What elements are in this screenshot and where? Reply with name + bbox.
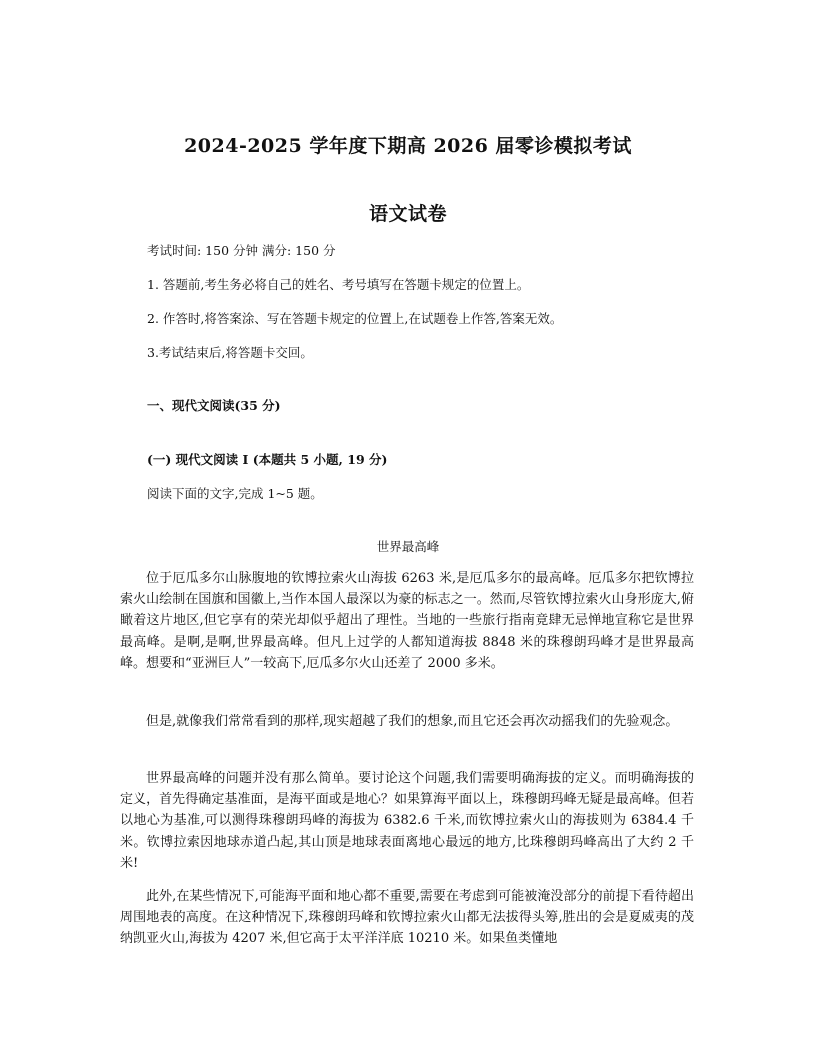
exam-subject-title: 语文试卷 — [368, 203, 447, 225]
reading-prompt: 阅读下面的文字,完成 1~5 题。 — [147, 486, 323, 501]
section-heading: 一、现代文阅读(35 分) — [147, 398, 281, 413]
article-paragraph-2: 但是,就像我们常常看到的那样,现实超越了我们的想象,而且它还会再次动摇我们的先验观念。 — [146, 714, 679, 729]
exam-info: 考试时间: 150 分钟 满分: 150 分 — [147, 243, 336, 258]
instruction-item-1: 1. 答题前,考生务必将自己的姓名、考号填写在答题卡规定的位置上。 — [147, 277, 530, 292]
instruction-item-3: 3.考试结束后,将答题卡交回。 — [147, 345, 313, 360]
article-paragraph-1: 位于厄瓜多尔山脉腹地的钦博拉索火山海拔 6263 米,是厄瓜多尔的最高峰。厄瓜多尔把钦博拉索火山绘制在国旗和国徽上,当作本国人最深以为豪的标志之一。然而,尽管钦博拉索火山身形庞大,俯瞰着这片地区,但它享有的荣光却似乎超出了理性。当地的一些旅行指南竟肆无忌惮地宣称它是世界最高峰。是啊,是啊,世界最高峰。但凡上过学的人都知道海拔 8848 米的珠穆朗玛峰才是世界最高峰。想要和“亚洲巨人”一较高下,厄瓜多尔火山还差了 2000 多米。 — [120, 571, 694, 671]
instruction-item-2: 2. 作答时,将答案涂、写在答题卡规定的位置上,在试题卷上作答,答案无效。 — [147, 311, 563, 326]
article-paragraph-3: 世界最高峰的问题并没有那么简单。要讨论这个问题,我们需要明确海拔的定义。而明确海拔的定义，首先得确定基准面，是海平面或是地心？如果算海平面以上，珠穆朗玛峰无疑是最高峰。但若以地心为基准,可以测得珠穆朗玛峰的海拔为 6382.6 千米,而钦博拉索火山的海拔则为 6384.4 千米。钦博拉索因地球赤道凸起,其山顶是地球表面离地心最远的地方,比珠穆朗玛峰高出了大约 2 千米! — [120, 771, 694, 871]
article-title: 世界最高峰 — [376, 539, 440, 554]
subsection-heading: (一) 现代文阅读 I (本题共 5 小题, 19 分) — [147, 452, 388, 467]
article-paragraph-4: 此外,在某些情况下,可能海平面和地心都不重要,需要在考虑到可能被淹没部分的前提下看待超出周围地表的高度。在这种情况下,珠穆朗玛峰和钦博拉索火山都无法拔得头筹,胜出的会是夏威夷的茂纳凯亚火山,海拔为 4207 米,但它高于太平洋洋底 10210 米。如果鱼类懂地 — [120, 889, 694, 947]
exam-title: 2024-2025 学年度下期高 2026 届零诊模拟考试 — [184, 135, 632, 157]
